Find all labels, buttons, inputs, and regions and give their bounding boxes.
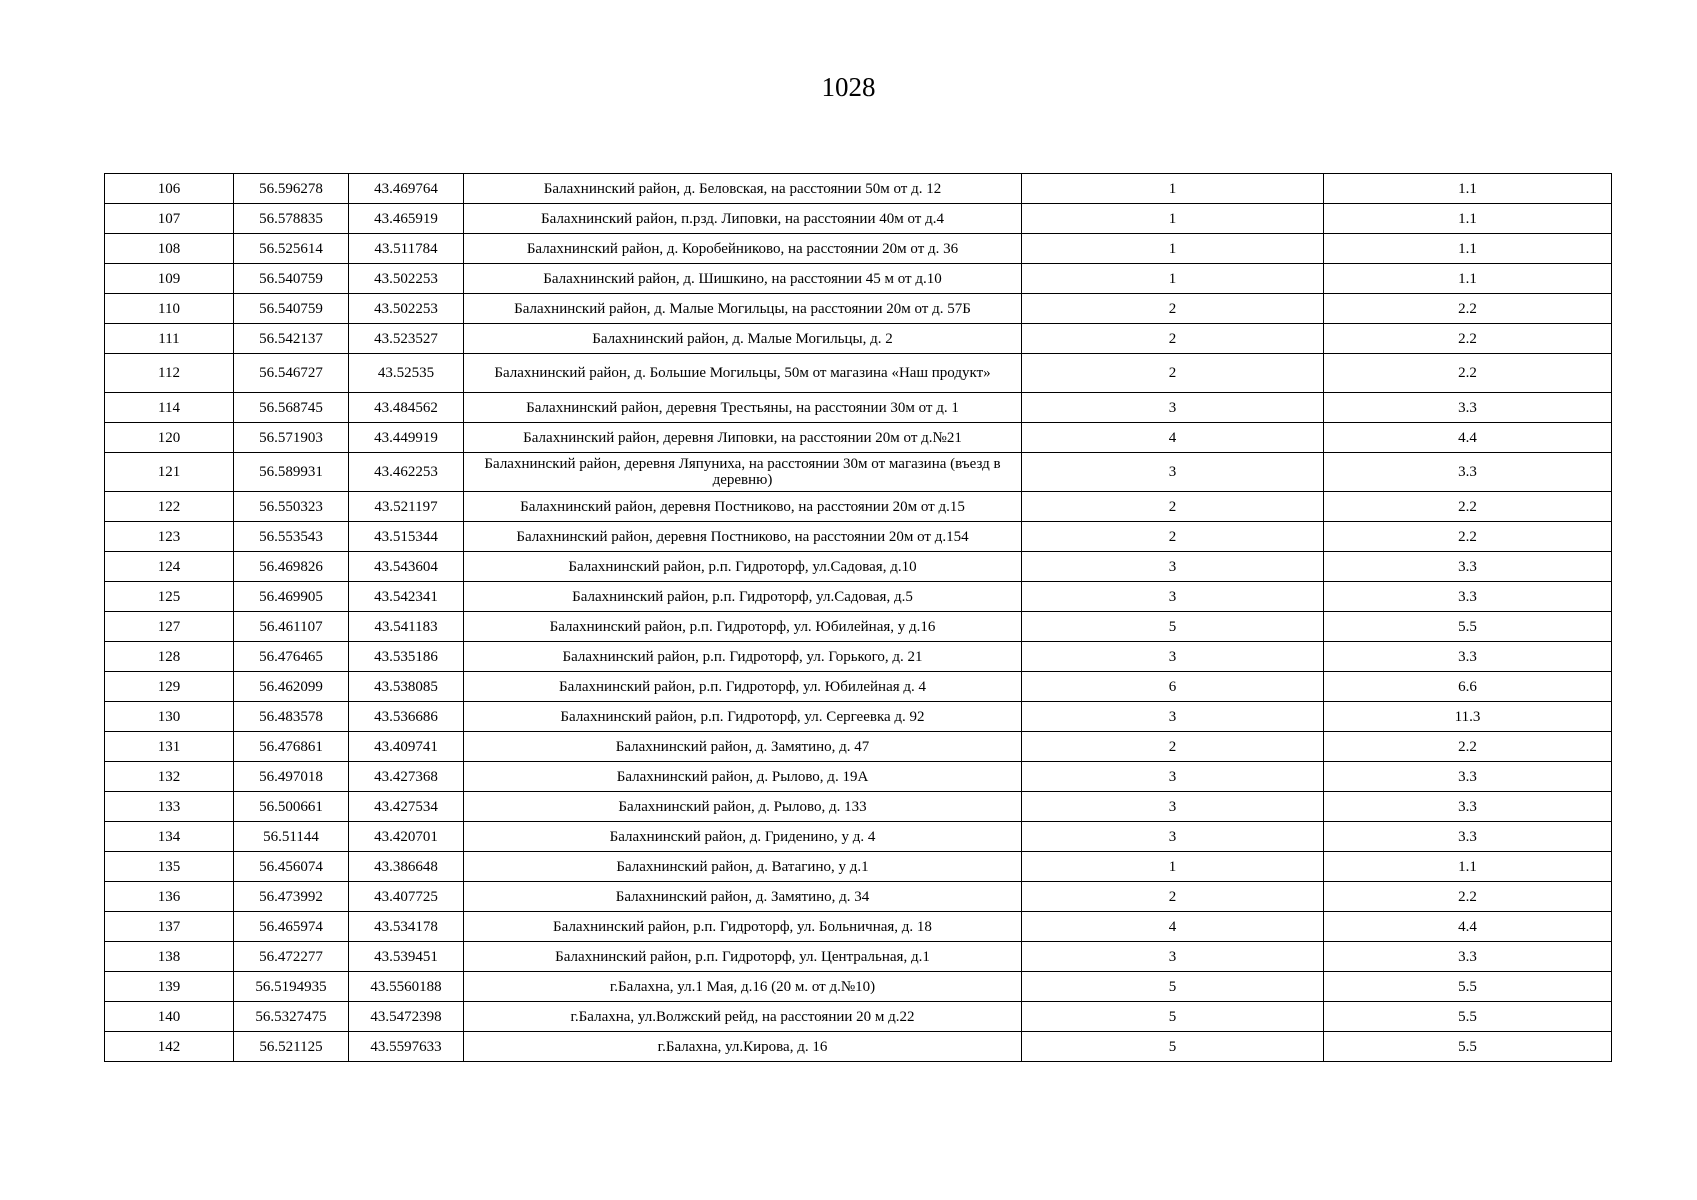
- cell-latitude: 56.461107: [234, 612, 349, 642]
- cell-longitude: 43.542341: [349, 582, 464, 612]
- cell-volume: 3.3: [1324, 792, 1612, 822]
- cell-volume: 4.4: [1324, 912, 1612, 942]
- cell-latitude: 56.553543: [234, 522, 349, 552]
- cell-volume: 5.5: [1324, 972, 1612, 1002]
- cell-count: 3: [1022, 552, 1324, 582]
- cell-volume: 1.1: [1324, 264, 1612, 294]
- cell-count: 3: [1022, 822, 1324, 852]
- cell-address: Балахнинский район, р.п. Гидроторф, ул. Центральная, д.1: [464, 942, 1022, 972]
- cell-volume: 5.5: [1324, 1002, 1612, 1032]
- table-row: [105, 1002, 1612, 1032]
- cell-latitude: 56.521125: [234, 1032, 349, 1062]
- table-row: [105, 324, 1612, 354]
- cell-longitude: 43.427534: [349, 792, 464, 822]
- cell-address: Балахнинский район, д. Ватагино, у д.1: [464, 852, 1022, 882]
- cell-address: Балахнинский район, д. Малые Могильцы, д. 2: [464, 324, 1022, 354]
- cell-number: 109: [105, 264, 234, 294]
- table-row: [105, 1032, 1612, 1062]
- cell-number: 137: [105, 912, 234, 942]
- cell-volume: 3.3: [1324, 552, 1612, 582]
- cell-count: 3: [1022, 582, 1324, 612]
- cell-number: 111: [105, 324, 234, 354]
- cell-address: Балахнинский район, деревня Постниково, на расстоянии 20м от д.154: [464, 522, 1022, 552]
- cell-count: 2: [1022, 882, 1324, 912]
- cell-latitude: 56.472277: [234, 942, 349, 972]
- cell-longitude: 43.543604: [349, 552, 464, 582]
- cell-longitude: 43.449919: [349, 423, 464, 453]
- cell-volume: 2.2: [1324, 522, 1612, 552]
- cell-address: Балахнинский район, деревня Ляпуниха, на расстоянии 30м от магазина (въезд в деревню): [464, 453, 1022, 492]
- cell-latitude: 56.542137: [234, 324, 349, 354]
- cell-longitude: 43.427368: [349, 762, 464, 792]
- cell-address: г.Балахна, ул.Волжский рейд, на расстоянии 20 м д.22: [464, 1002, 1022, 1032]
- cell-volume: 3.3: [1324, 582, 1612, 612]
- cell-address: Балахнинский район, п.рзд. Липовки, на расстоянии 40м от д.4: [464, 204, 1022, 234]
- cell-longitude: 43.534178: [349, 912, 464, 942]
- table-row: [105, 822, 1612, 852]
- cell-address: Балахнинский район, д. Гриденино, у д. 4: [464, 822, 1022, 852]
- cell-count: 3: [1022, 393, 1324, 423]
- cell-count: 2: [1022, 354, 1324, 393]
- cell-volume: 2.2: [1324, 354, 1612, 393]
- table-row: [105, 393, 1612, 423]
- cell-latitude: 56.578835: [234, 204, 349, 234]
- cell-longitude: 43.52535: [349, 354, 464, 393]
- cell-longitude: 43.523527: [349, 324, 464, 354]
- cell-volume: 5.5: [1324, 1032, 1612, 1062]
- cell-number: 129: [105, 672, 234, 702]
- cell-volume: 1.1: [1324, 204, 1612, 234]
- cell-count: 1: [1022, 204, 1324, 234]
- cell-number: 140: [105, 1002, 234, 1032]
- cell-longitude: 43.409741: [349, 732, 464, 762]
- cell-count: 2: [1022, 492, 1324, 522]
- cell-count: 3: [1022, 762, 1324, 792]
- cell-count: 1: [1022, 852, 1324, 882]
- cell-address: Балахнинский район, р.п. Гидроторф, ул. Сергеевка д. 92: [464, 702, 1022, 732]
- cell-address: Балахнинский район, д. Рылово, д. 19А: [464, 762, 1022, 792]
- cell-latitude: 56.540759: [234, 264, 349, 294]
- cell-count: 3: [1022, 942, 1324, 972]
- cell-volume: 3.3: [1324, 762, 1612, 792]
- cell-address: Балахнинский район, д. Беловская, на расстоянии 50м от д. 12: [464, 174, 1022, 204]
- cell-longitude: 43.5597633: [349, 1032, 464, 1062]
- cell-latitude: 56.5194935: [234, 972, 349, 1002]
- cell-number: 136: [105, 882, 234, 912]
- table-row: [105, 912, 1612, 942]
- cell-longitude: 43.484562: [349, 393, 464, 423]
- cell-longitude: 43.465919: [349, 204, 464, 234]
- cell-address: Балахнинский район, д. Шишкино, на расстоянии 45 м от д.10: [464, 264, 1022, 294]
- cell-volume: 6.6: [1324, 672, 1612, 702]
- table-row: [105, 792, 1612, 822]
- cell-latitude: 56.525614: [234, 234, 349, 264]
- cell-number: 110: [105, 294, 234, 324]
- table-row: [105, 174, 1612, 204]
- cell-latitude: 56.476861: [234, 732, 349, 762]
- cell-address: Балахнинский район, деревня Липовки, на расстоянии 20м от д.№21: [464, 423, 1022, 453]
- cell-count: 2: [1022, 732, 1324, 762]
- cell-longitude: 43.511784: [349, 234, 464, 264]
- cell-latitude: 56.540759: [234, 294, 349, 324]
- cell-number: 133: [105, 792, 234, 822]
- table-row: [105, 522, 1612, 552]
- cell-longitude: 43.521197: [349, 492, 464, 522]
- cell-count: 4: [1022, 423, 1324, 453]
- cell-address: Балахнинский район, д. Замятино, д. 47: [464, 732, 1022, 762]
- cell-longitude: 43.539451: [349, 942, 464, 972]
- cell-address: Балахнинский район, д. Рылово, д. 133: [464, 792, 1022, 822]
- cell-address: Балахнинский район, р.п. Гидроторф, ул. Больничная, д. 18: [464, 912, 1022, 942]
- cell-number: 138: [105, 942, 234, 972]
- cell-longitude: 43.535186: [349, 642, 464, 672]
- cell-latitude: 56.546727: [234, 354, 349, 393]
- cell-count: 5: [1022, 1002, 1324, 1032]
- cell-longitude: 43.5560188: [349, 972, 464, 1002]
- cell-number: 139: [105, 972, 234, 1002]
- cell-count: 2: [1022, 324, 1324, 354]
- cell-number: 132: [105, 762, 234, 792]
- cell-volume: 3.3: [1324, 822, 1612, 852]
- cell-count: 1: [1022, 234, 1324, 264]
- table-row: [105, 612, 1612, 642]
- page-number: 1028: [821, 72, 876, 102]
- cell-volume: 11.3: [1324, 702, 1612, 732]
- cell-number: 130: [105, 702, 234, 732]
- cell-volume: 1.1: [1324, 234, 1612, 264]
- cell-longitude: 43.536686: [349, 702, 464, 732]
- cell-latitude: 56.51144: [234, 822, 349, 852]
- cell-number: 131: [105, 732, 234, 762]
- table-row: [105, 552, 1612, 582]
- cell-volume: 1.1: [1324, 852, 1612, 882]
- table-row: [105, 852, 1612, 882]
- cell-latitude: 56.550323: [234, 492, 349, 522]
- cell-longitude: 43.420701: [349, 822, 464, 852]
- table-row: [105, 882, 1612, 912]
- cell-count: 5: [1022, 612, 1324, 642]
- table-row: [105, 354, 1612, 393]
- table-row: [105, 702, 1612, 732]
- cell-number: 135: [105, 852, 234, 882]
- cell-number: 122: [105, 492, 234, 522]
- cell-volume: 1.1: [1324, 174, 1612, 204]
- table-row: [105, 942, 1612, 972]
- cell-count: 2: [1022, 522, 1324, 552]
- cell-count: 3: [1022, 702, 1324, 732]
- cell-address: Балахнинский район, д. Большие Могильцы, 50м от магазина «Наш продукт»: [464, 354, 1022, 393]
- cell-volume: 2.2: [1324, 732, 1612, 762]
- cell-number: 127: [105, 612, 234, 642]
- cell-latitude: 56.589931: [234, 453, 349, 492]
- cell-address: Балахнинский район, деревня Трестьяны, на расстоянии 30м от д. 1: [464, 393, 1022, 423]
- cell-latitude: 56.465974: [234, 912, 349, 942]
- cell-latitude: 56.571903: [234, 423, 349, 453]
- cell-latitude: 56.476465: [234, 642, 349, 672]
- table-body: [105, 174, 1612, 1062]
- cell-latitude: 56.469826: [234, 552, 349, 582]
- table-row: [105, 732, 1612, 762]
- cell-number: 123: [105, 522, 234, 552]
- cell-volume: 2.2: [1324, 882, 1612, 912]
- cell-number: 107: [105, 204, 234, 234]
- cell-latitude: 56.469905: [234, 582, 349, 612]
- cell-longitude: 43.386648: [349, 852, 464, 882]
- cell-count: 4: [1022, 912, 1324, 942]
- cell-volume: 4.4: [1324, 423, 1612, 453]
- table-row: [105, 762, 1612, 792]
- cell-address: Балахнинский район, р.п. Гидроторф, ул.Садовая, д.5: [464, 582, 1022, 612]
- cell-latitude: 56.568745: [234, 393, 349, 423]
- cell-address: Балахнинский район, деревня Постниково, на расстоянии 20м от д.15: [464, 492, 1022, 522]
- table-row: [105, 294, 1612, 324]
- cell-volume: 2.2: [1324, 492, 1612, 522]
- cell-count: 1: [1022, 264, 1324, 294]
- cell-count: 3: [1022, 642, 1324, 672]
- cell-volume: 3.3: [1324, 942, 1612, 972]
- cell-address: Балахнинский район, д. Замятино, д. 34: [464, 882, 1022, 912]
- cell-number: 142: [105, 1032, 234, 1062]
- cell-latitude: 56.462099: [234, 672, 349, 702]
- table-row: [105, 423, 1612, 453]
- cell-longitude: 43.5472398: [349, 1002, 464, 1032]
- cell-longitude: 43.538085: [349, 672, 464, 702]
- cell-volume: 2.2: [1324, 294, 1612, 324]
- table-row: [105, 453, 1612, 492]
- cell-address: Балахнинский район, р.п. Гидроторф, ул. Юбилейная д. 4: [464, 672, 1022, 702]
- cell-latitude: 56.5327475: [234, 1002, 349, 1032]
- cell-number: 108: [105, 234, 234, 264]
- cell-count: 3: [1022, 453, 1324, 492]
- cell-address: г.Балахна, ул.Кирова, д. 16: [464, 1032, 1022, 1062]
- cell-volume: 3.3: [1324, 393, 1612, 423]
- data-table: [104, 173, 1612, 1062]
- cell-longitude: 43.502253: [349, 294, 464, 324]
- cell-number: 124: [105, 552, 234, 582]
- cell-address: Балахнинский район, д. Коробейниково, на расстоянии 20м от д. 36: [464, 234, 1022, 264]
- cell-address: Балахнинский район, р.п. Гидроторф, ул.Садовая, д.10: [464, 552, 1022, 582]
- cell-latitude: 56.483578: [234, 702, 349, 732]
- cell-address: Балахнинский район, д. Малые Могильцы, на расстоянии 20м от д. 57Б: [464, 294, 1022, 324]
- cell-address: Балахнинский район, р.п. Гидроторф, ул. Юбилейная, у д.16: [464, 612, 1022, 642]
- cell-longitude: 43.515344: [349, 522, 464, 552]
- cell-latitude: 56.596278: [234, 174, 349, 204]
- table-row: [105, 582, 1612, 612]
- cell-number: 125: [105, 582, 234, 612]
- cell-count: 1: [1022, 174, 1324, 204]
- table-row: [105, 264, 1612, 294]
- cell-number: 106: [105, 174, 234, 204]
- cell-longitude: 43.541183: [349, 612, 464, 642]
- cell-count: 5: [1022, 972, 1324, 1002]
- cell-number: 114: [105, 393, 234, 423]
- cell-longitude: 43.502253: [349, 264, 464, 294]
- cell-count: 2: [1022, 294, 1324, 324]
- cell-count: 3: [1022, 792, 1324, 822]
- cell-longitude: 43.469764: [349, 174, 464, 204]
- cell-address: г.Балахна, ул.1 Мая, д.16 (20 м. от д.№10): [464, 972, 1022, 1002]
- cell-longitude: 43.462253: [349, 453, 464, 492]
- cell-number: 134: [105, 822, 234, 852]
- cell-number: 120: [105, 423, 234, 453]
- cell-number: 112: [105, 354, 234, 393]
- table-row: [105, 204, 1612, 234]
- cell-count: 5: [1022, 1032, 1324, 1062]
- cell-latitude: 56.456074: [234, 852, 349, 882]
- cell-number: 121: [105, 453, 234, 492]
- table-row: [105, 234, 1612, 264]
- data-table-container: [104, 173, 1611, 1062]
- cell-volume: 3.3: [1324, 642, 1612, 672]
- table-row: [105, 972, 1612, 1002]
- cell-number: 128: [105, 642, 234, 672]
- table-row: [105, 642, 1612, 672]
- cell-latitude: 56.497018: [234, 762, 349, 792]
- table-row: [105, 492, 1612, 522]
- cell-volume: 5.5: [1324, 612, 1612, 642]
- cell-latitude: 56.500661: [234, 792, 349, 822]
- cell-address: Балахнинский район, р.п. Гидроторф, ул. Горького, д. 21: [464, 642, 1022, 672]
- table-row: [105, 672, 1612, 702]
- cell-latitude: 56.473992: [234, 882, 349, 912]
- cell-count: 6: [1022, 672, 1324, 702]
- cell-volume: 3.3: [1324, 453, 1612, 492]
- cell-volume: 2.2: [1324, 324, 1612, 354]
- cell-longitude: 43.407725: [349, 882, 464, 912]
